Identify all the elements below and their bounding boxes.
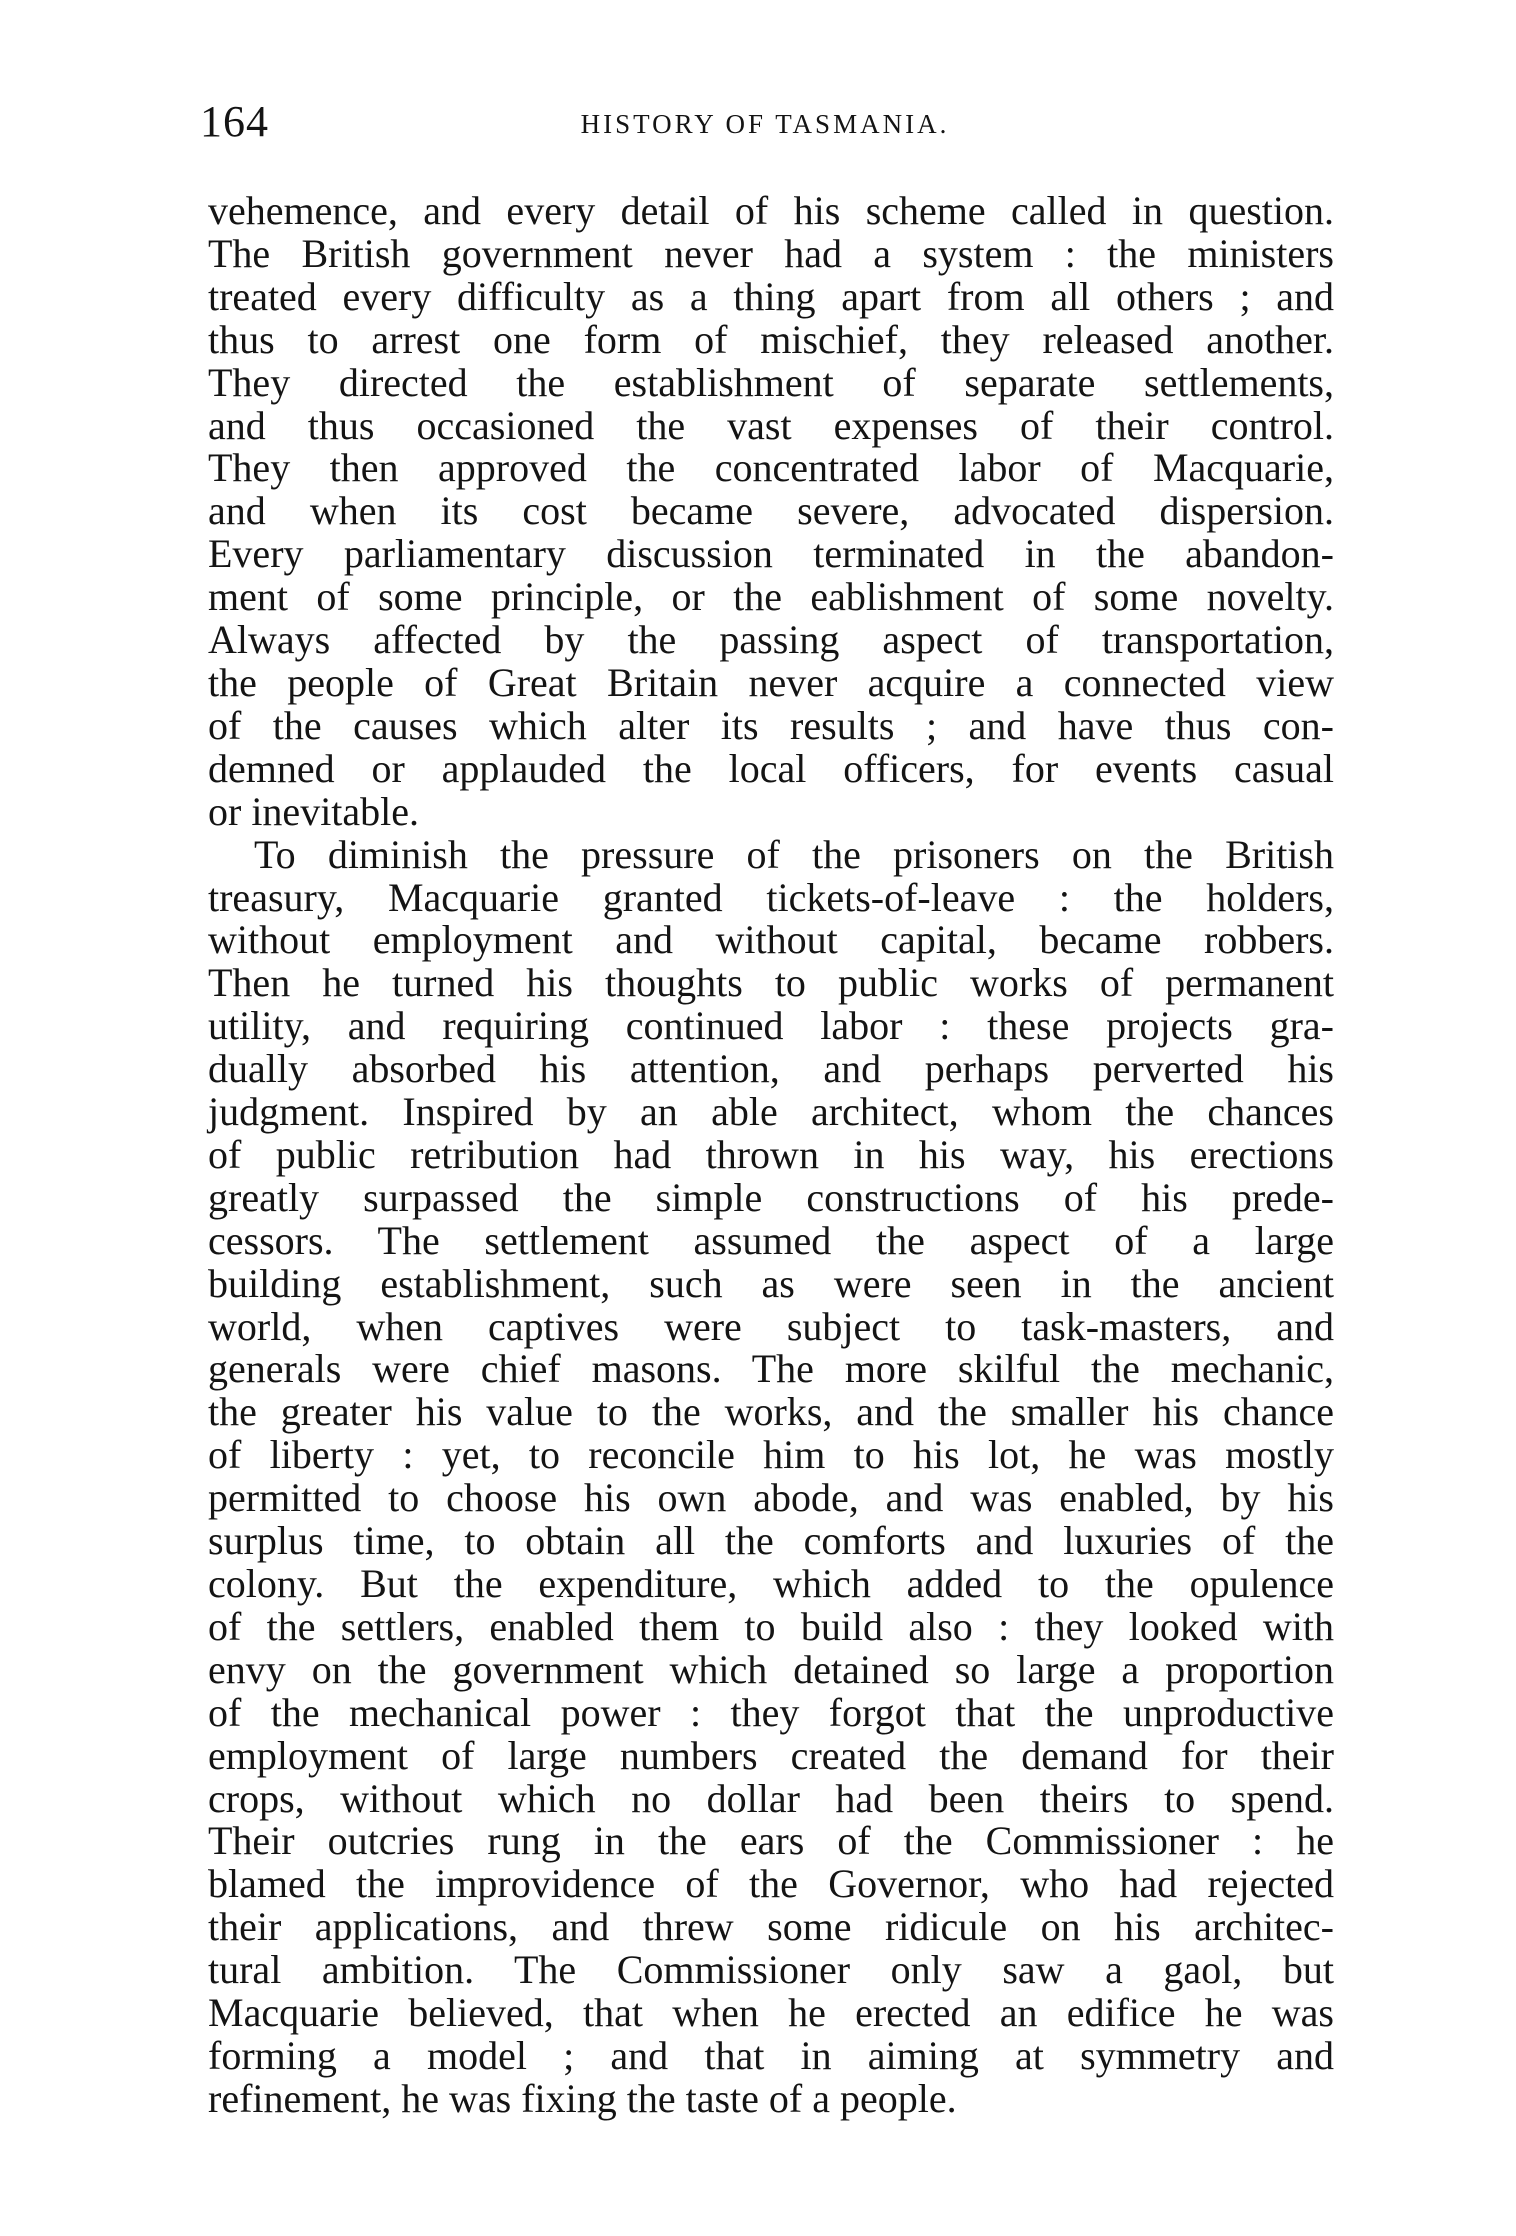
text-line: ment of some principle, or the eablishment of some novelty. [208,574,1334,620]
text-line: To diminish the pressure of the prisoners on the British [254,831,1334,877]
text-line: They directed the establishment of separate settlements, [208,359,1334,405]
text-line: forming a model ; and that in aiming at symmetry and [208,2032,1334,2078]
running-title: HISTORY OF TASMANIA. [580,109,950,139]
text-line: of the mechanical power : they forgot that the unproductive [208,1689,1334,1735]
text-line: utility, and requiring continued labor : these projects gra- [208,1003,1334,1049]
text-line: thus to arrest one form of mischief, they released another. [208,316,1334,362]
paragraph [208,831,1334,2121]
text-line: Every parliamentary discussion terminated in the abandon- [208,531,1334,577]
text-line: the people of Great Britain never acquire a connected view [208,659,1334,705]
text-line: crops, without which no dollar had been theirs to spend. [208,1775,1334,1821]
text-line: The British government never had a system : the ministers [208,230,1334,276]
text-line: Then he turned his thoughts to public works of permanent [208,960,1334,1006]
text-line: and thus occasioned the vast expenses of their control. [208,402,1334,448]
text-line: treasury, Macquarie granted tickets-of-leave : the holders, [208,874,1334,920]
text-line: without employment and without capital, became robbers. [208,917,1334,963]
text-line: colony. But the expenditure, which added to the opulence [208,1561,1334,1606]
text-line: of the causes which alter its results ; and have thus con- [208,702,1334,748]
text-line: of liberty : yet, to reconcile him to his lot, he was mostly [208,1432,1334,1478]
text-line: building establishment, such as were seen in the ancient [208,1260,1334,1306]
text-line: Macquarie believed, that when he erected an edifice he was [208,1990,1334,2036]
text-line: tural ambition. The Commissioner only saw a gaol, but [208,1947,1334,1993]
text-line: greatly surpassed the simple constructions of his prede- [208,1174,1334,1220]
page-number: 164 [200,97,269,146]
text-line: of the settlers, enabled them to build also : they looked with [208,1603,1334,1649]
text-line: or inevitable. [208,788,420,834]
text-line: surplus time, to obtain all the comforts and luxuries of the [208,1518,1334,1564]
text-line: refinement, he was fixing the taste of a people. [208,2075,957,2121]
text-line: blamed the improvidence of the Governor, who had rejected [208,1861,1334,1907]
text-line: permitted to choose his own abode, and was enabled, by his [208,1475,1334,1521]
text-line: vehemence, and every detail of his scheme called in question. [208,188,1334,233]
text-line: envy on the government which detained so large a proportion [208,1646,1334,1692]
text-line: employment of large numbers created the demand for their [208,1732,1334,1778]
text-line: the greater his value to the works, and the smaller his chance [208,1389,1334,1435]
text-line: Their outcries rung in the ears of the Commissioner : he [208,1818,1334,1864]
text-line: They then approved the concentrated labor of Macquarie, [208,445,1334,491]
page-header [200,92,1330,152]
text-line: dually absorbed his attention, and perhaps perverted his [208,1046,1334,1092]
text-line: generals were chief masons. The more skilful the mechanic, [208,1346,1334,1392]
text-line: demned or applauded the local officers, for events casual [208,745,1334,791]
text-line: of public retribution had thrown in his way, his erections [208,1131,1334,1177]
body-text [208,190,1334,2121]
text-line: and when its cost became severe, advocated dispersion. [208,488,1334,534]
text-line: judgment. Inspired by an able architect, whom the chances [208,1089,1334,1135]
text-line: world, when captives were subject to task-masters, and [208,1303,1334,1349]
text-line: Always affected by the passing aspect of transportation, [208,617,1334,663]
paragraph [208,190,1334,834]
text-line: cessors. The settlement assumed the aspect of a large [208,1217,1334,1263]
text-line: treated every difficulty as a thing apart from all others ; and [208,273,1334,319]
text-line: their applications, and threw some ridicule on his architec- [208,1904,1334,1950]
